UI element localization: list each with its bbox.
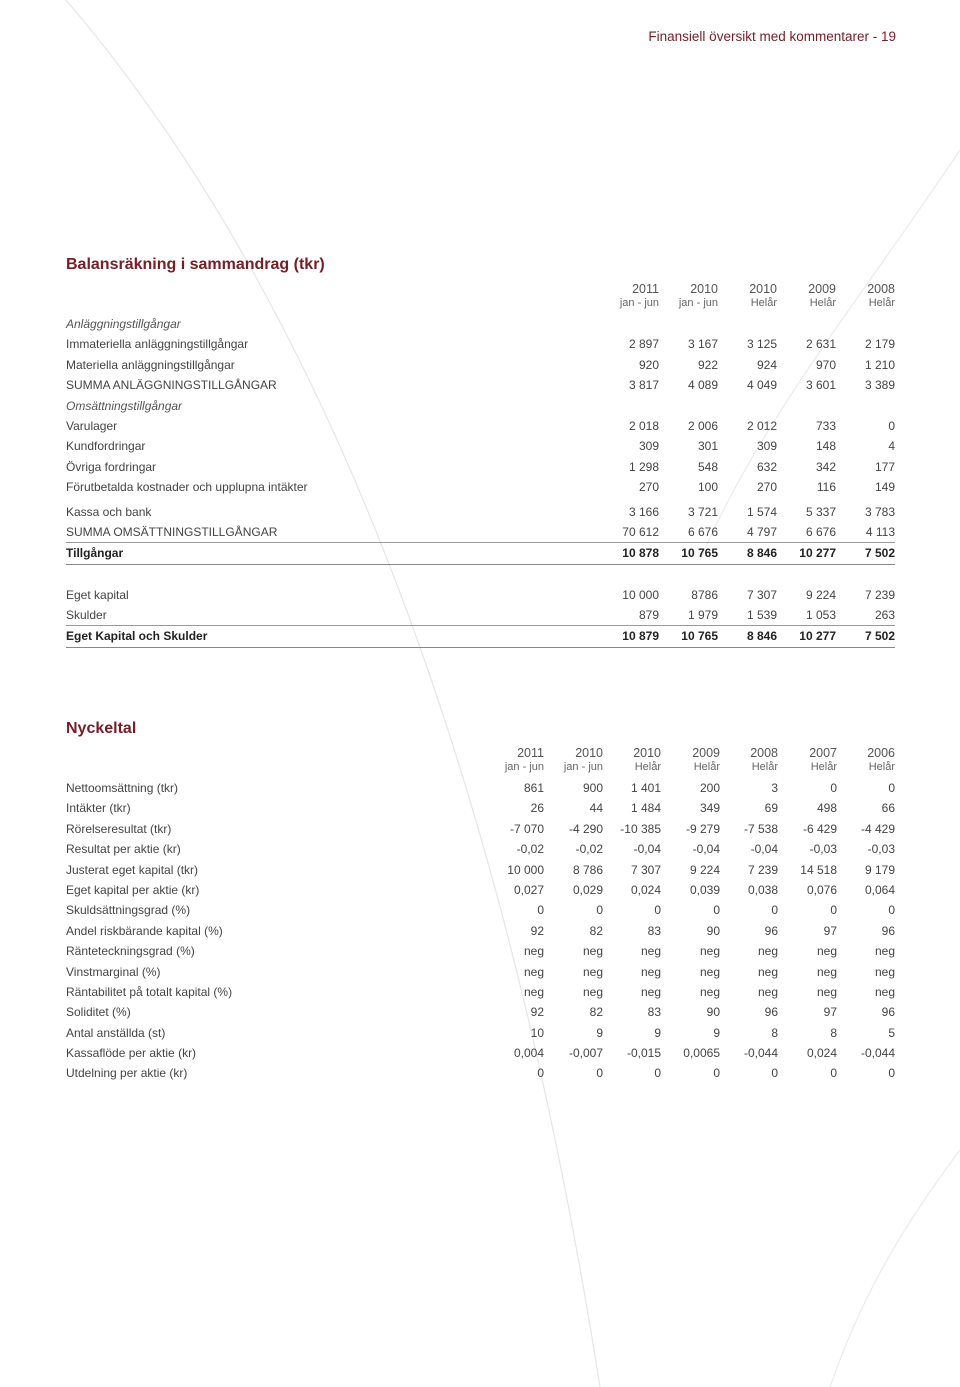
row-value: -0,04 [633, 842, 661, 857]
row-value: neg [816, 944, 837, 959]
row-value: 8786 [691, 587, 718, 602]
key-figures-table [66, 746, 895, 1084]
row-value: 97 [823, 1005, 837, 1020]
row-value: 0 [830, 903, 837, 918]
row-value: 4 049 [746, 378, 777, 393]
row-value: 8 846 [746, 629, 777, 644]
row-value: 4 089 [687, 378, 718, 393]
row-value: 270 [756, 480, 777, 495]
row-value: 69 [764, 801, 778, 816]
row-value: 0,076 [806, 882, 837, 897]
column-year: 2008 [750, 746, 778, 760]
row-label: Rörelseresultat (tkr) [66, 821, 172, 836]
table-row [66, 605, 895, 626]
row-value: 10 000 [507, 862, 544, 877]
row-label: Andel riskbärande kapital (%) [66, 923, 223, 938]
row-value: 10 277 [799, 546, 836, 561]
row-value: 3 817 [628, 378, 659, 393]
row-value: 0 [888, 781, 895, 795]
row-value: 548 [697, 459, 718, 474]
row-value: 342 [815, 459, 836, 474]
row-value: 10 [530, 1025, 544, 1040]
column-year: 2011 [632, 282, 659, 296]
row-value: 1 979 [687, 608, 718, 623]
row-value: neg [816, 984, 837, 999]
table-row [66, 880, 895, 900]
row-value: 309 [638, 439, 659, 454]
row-value: neg [757, 964, 778, 979]
column-period: jan - jun [678, 297, 718, 309]
column-year: 2009 [808, 282, 836, 296]
row-value: 0,038 [747, 882, 778, 897]
row-value: 0 [771, 1066, 778, 1081]
row-value: 0,024 [806, 1046, 837, 1061]
table-row [66, 626, 895, 647]
table-row [66, 941, 895, 961]
row-value: 1 574 [746, 504, 777, 519]
table-row [66, 798, 895, 818]
row-value: 349 [699, 801, 720, 816]
table-row [66, 839, 895, 859]
balance-sheet-table [66, 282, 895, 648]
table-row [66, 396, 895, 416]
row-value: -0,044 [743, 1046, 778, 1061]
row-value: 0 [537, 1066, 544, 1081]
row-label: Nettoomsättning (tkr) [66, 781, 179, 795]
row-value: 309 [756, 439, 777, 454]
column-year: 2010 [575, 746, 603, 760]
row-value: 9 [596, 1025, 603, 1040]
table-row [66, 416, 895, 436]
row-value: 10 879 [622, 629, 659, 644]
row-value: 200 [699, 781, 720, 795]
table-row [66, 543, 895, 564]
column-header [825, 282, 895, 310]
row-value: 2 012 [746, 418, 777, 433]
row-value: 0 [654, 1066, 661, 1081]
row-value: 177 [874, 459, 895, 474]
row-value: 10 878 [622, 546, 659, 561]
row-label: Kassaflöde per aktie (kr) [66, 1046, 197, 1061]
row-label: Skulder [66, 608, 107, 623]
row-value: 0 [771, 903, 778, 918]
row-label: Anläggningstillgångar [66, 317, 181, 331]
row-value: neg [640, 964, 661, 979]
row-label: Kassa och bank [66, 504, 152, 519]
row-label: Justerat eget kapital (tkr) [66, 862, 199, 877]
table-row [66, 334, 895, 354]
row-value: 96 [764, 923, 778, 938]
row-value: 0,024 [630, 882, 661, 897]
row-value: 100 [697, 480, 718, 495]
table-row [66, 502, 895, 522]
row-value: 3 721 [687, 504, 718, 519]
row-value: neg [523, 964, 544, 979]
row-value: 3 [771, 781, 778, 795]
row-label: Skuldsättningsgrad (%) [66, 903, 191, 918]
row-label: Resultat per aktie (kr) [66, 842, 181, 857]
row-value: 0 [888, 903, 895, 918]
row-value: 6 676 [805, 524, 836, 539]
row-value: 70 612 [622, 524, 659, 539]
row-label: Antal anställda (st) [66, 1025, 166, 1040]
row-value: 3 167 [687, 337, 718, 352]
row-value: 149 [874, 480, 895, 495]
column-year: 2009 [692, 746, 720, 760]
row-value: 90 [706, 923, 720, 938]
table-row [66, 477, 895, 497]
row-value: 2 006 [687, 418, 718, 433]
row-value: 1 210 [864, 357, 895, 372]
row-label: Intäkter (tkr) [66, 801, 131, 816]
table-row [66, 982, 895, 1002]
row-value: 8 [771, 1025, 778, 1040]
table-row [66, 860, 895, 880]
column-year: 2010 [749, 282, 777, 296]
table-row [66, 900, 895, 920]
row-value: neg [874, 964, 895, 979]
row-value: 82 [589, 1005, 603, 1020]
row-value: 0,0065 [683, 1046, 720, 1061]
row-value: neg [699, 944, 720, 959]
row-value: 632 [756, 459, 777, 474]
row-value: 10 765 [681, 629, 718, 644]
table-row [66, 314, 895, 334]
row-label: Eget Kapital och Skulder [66, 629, 208, 644]
table-row [66, 778, 895, 798]
page-header: Finansiell översikt med kommentarer - 19 [648, 29, 896, 44]
row-value: 900 [582, 781, 603, 795]
row-label: Räntabilitet på totalt kapital (%) [66, 984, 233, 999]
row-label: Eget kapital [66, 587, 129, 602]
table-row [66, 375, 895, 395]
row-value: neg [640, 944, 661, 959]
row-value: neg [640, 984, 661, 999]
row-value: 0 [537, 903, 544, 918]
row-value: 116 [816, 480, 836, 495]
row-value: 9 [713, 1025, 720, 1040]
balance-sheet-title: Balansräkning i sammandrag (tkr) [66, 256, 325, 273]
row-value: neg [582, 984, 603, 999]
column-period: Helår [750, 297, 777, 309]
row-value: 1 298 [628, 459, 659, 474]
row-value: 8 786 [572, 862, 603, 877]
row-value: -0,02 [516, 842, 544, 857]
row-value: 9 224 [805, 587, 836, 602]
row-label: Vinstmarginal (%) [66, 964, 161, 979]
table-row [66, 819, 895, 839]
column-period: jan - jun [504, 761, 544, 773]
column-period: Helår [810, 761, 837, 773]
row-value: 96 [764, 1005, 778, 1020]
row-value: neg [757, 984, 778, 999]
row-value: 96 [881, 923, 895, 938]
table-row [66, 1063, 895, 1083]
row-value: 44 [589, 801, 603, 816]
row-value: neg [523, 984, 544, 999]
row-value: 7 239 [747, 862, 778, 877]
row-value: 97 [823, 923, 837, 938]
row-value: 92 [530, 1005, 544, 1020]
row-value: 5 337 [805, 504, 836, 519]
row-value: 0 [713, 903, 720, 918]
row-value: 879 [638, 608, 659, 623]
row-value: neg [582, 944, 603, 959]
row-value: 7 239 [864, 587, 895, 602]
table-row [66, 1002, 895, 1022]
column-year: 2010 [633, 746, 661, 760]
row-label: Tillgångar [66, 546, 124, 561]
row-value: 26 [530, 801, 544, 816]
row-value: -7 538 [743, 821, 778, 836]
row-label: Soliditet (%) [66, 1005, 131, 1020]
row-value: 2 897 [628, 337, 659, 352]
table-row [66, 921, 895, 941]
row-value: 0 [654, 903, 661, 918]
row-value: 0 [888, 418, 895, 433]
column-period: Helår [868, 297, 895, 309]
row-value: 10 277 [799, 629, 836, 644]
column-period: Helår [634, 761, 661, 773]
row-value: 0 [888, 1066, 895, 1081]
row-value: 920 [638, 357, 659, 372]
row-value: 0,039 [689, 882, 720, 897]
column-header [825, 746, 895, 774]
row-value: 14 518 [800, 862, 837, 877]
row-value: 96 [881, 1005, 895, 1020]
row-value: 9 179 [864, 862, 895, 877]
row-value: 92 [530, 923, 544, 938]
row-value: 263 [874, 608, 895, 623]
row-value: 9 [654, 1025, 661, 1040]
row-value: 922 [697, 357, 718, 372]
row-value: 2 179 [864, 337, 895, 352]
row-value: -0,044 [860, 1046, 895, 1061]
row-value: 2 018 [628, 418, 659, 433]
row-value: 0 [596, 903, 603, 918]
row-value: 4 [888, 439, 895, 454]
row-value: -0,04 [750, 842, 778, 857]
row-label: SUMMA OMSÄTTNINGSTILLGÅNGAR [66, 524, 278, 539]
row-value: 0 [596, 1066, 603, 1081]
row-value: -0,02 [575, 842, 603, 857]
row-value: -6 429 [802, 821, 837, 836]
row-value: 7 502 [864, 546, 895, 561]
column-period: jan - jun [619, 297, 659, 309]
row-value: 0,064 [864, 882, 895, 897]
row-value: 83 [647, 1005, 661, 1020]
row-value: 498 [816, 801, 837, 816]
row-value: -9 279 [685, 821, 720, 836]
row-value: 82 [589, 923, 603, 938]
row-value: -10 385 [620, 821, 661, 836]
row-value: 0,027 [513, 882, 544, 897]
row-value: 4 113 [865, 524, 895, 539]
row-label: Kundfordringar [66, 439, 146, 454]
row-value: 733 [815, 418, 836, 433]
table-row [66, 1023, 895, 1043]
row-value: 270 [638, 480, 659, 495]
row-value: -0,03 [809, 842, 837, 857]
row-value: -7 070 [509, 821, 544, 836]
column-year: 2011 [517, 746, 544, 760]
row-value: neg [874, 944, 895, 959]
row-value: neg [523, 944, 544, 959]
column-year: 2008 [867, 282, 895, 296]
row-value: neg [699, 964, 720, 979]
row-value: 83 [647, 923, 661, 938]
row-value: 1 484 [630, 801, 661, 816]
row-value: 1 539 [746, 608, 777, 623]
row-value: -0,007 [568, 1046, 603, 1061]
row-value: 3 166 [628, 504, 659, 519]
row-value: 7 307 [630, 862, 661, 877]
row-value: neg [757, 944, 778, 959]
row-value: 3 389 [864, 378, 895, 393]
row-value: neg [816, 964, 837, 979]
table-row [66, 436, 895, 456]
row-value: 0 [713, 1066, 720, 1081]
column-year: 2006 [867, 746, 895, 760]
row-value: 0 [830, 1066, 837, 1081]
row-value: 5 [888, 1025, 895, 1040]
row-label: Varulager [66, 418, 118, 433]
row-value: 7 307 [746, 587, 777, 602]
row-value: 3 125 [746, 337, 777, 352]
row-value: 3 601 [805, 378, 836, 393]
column-period: jan - jun [563, 761, 603, 773]
row-value: -0,015 [626, 1046, 661, 1061]
row-value: 10 000 [622, 587, 659, 602]
row-label: Eget kapital per aktie (kr) [66, 882, 200, 897]
column-header-row [66, 746, 895, 774]
row-value: 7 502 [864, 629, 895, 644]
row-value: 10 765 [681, 546, 718, 561]
row-value: 8 846 [746, 546, 777, 561]
table-row [66, 1043, 895, 1063]
row-value: 0,029 [572, 882, 603, 897]
column-period: Helår [693, 761, 720, 773]
row-value: 148 [815, 439, 836, 454]
table-row [66, 457, 895, 477]
column-period: Helår [809, 297, 836, 309]
row-label: Utdelning per aktie (kr) [66, 1066, 188, 1081]
table-row [66, 522, 895, 543]
row-value: 0,004 [513, 1046, 544, 1061]
row-value: -4 290 [568, 821, 603, 836]
column-period: Helår [868, 761, 895, 773]
table-row [66, 962, 895, 982]
row-label: Materiella anläggningstillgångar [66, 357, 235, 372]
row-value: 3 783 [864, 504, 895, 519]
row-label: SUMMA ANLÄGGNINGSTILLGÅNGAR [66, 378, 277, 393]
row-value: 0 [830, 781, 837, 795]
row-label: Förutbetalda kostnader och upplupna intäkter [66, 480, 308, 495]
row-value: neg [582, 964, 603, 979]
row-value: -0,04 [692, 842, 720, 857]
row-value: 8 [830, 1025, 837, 1040]
column-year: 2010 [690, 282, 718, 296]
row-label: Övriga fordringar [66, 459, 157, 474]
column-header-row [66, 282, 895, 310]
row-value: 970 [815, 357, 836, 372]
row-label: Ränteteckningsgrad (%) [66, 944, 195, 959]
row-value: -4 429 [860, 821, 895, 836]
row-label: Immateriella anläggningstillgångar [66, 337, 249, 352]
row-value: 301 [697, 439, 718, 454]
row-value: 9 224 [689, 862, 720, 877]
row-value: -0,03 [867, 842, 895, 857]
column-year: 2007 [809, 746, 837, 760]
row-value: neg [699, 984, 720, 999]
table-row [66, 355, 895, 375]
table-row [66, 585, 895, 605]
row-value: 6 676 [687, 524, 718, 539]
row-value: 924 [756, 357, 777, 372]
row-value: 1 401 [630, 781, 661, 795]
row-value: 90 [706, 1005, 720, 1020]
column-period: Helår [751, 761, 778, 773]
row-value: 2 631 [805, 337, 836, 352]
row-value: 1 053 [805, 608, 836, 623]
row-value: 4 797 [746, 524, 777, 539]
key-figures-title: Nyckeltal [66, 720, 137, 737]
row-value: 66 [881, 801, 895, 816]
row-value: neg [874, 984, 895, 999]
row-label: Omsättningstillgångar [66, 398, 183, 413]
row-value: 861 [523, 781, 544, 795]
